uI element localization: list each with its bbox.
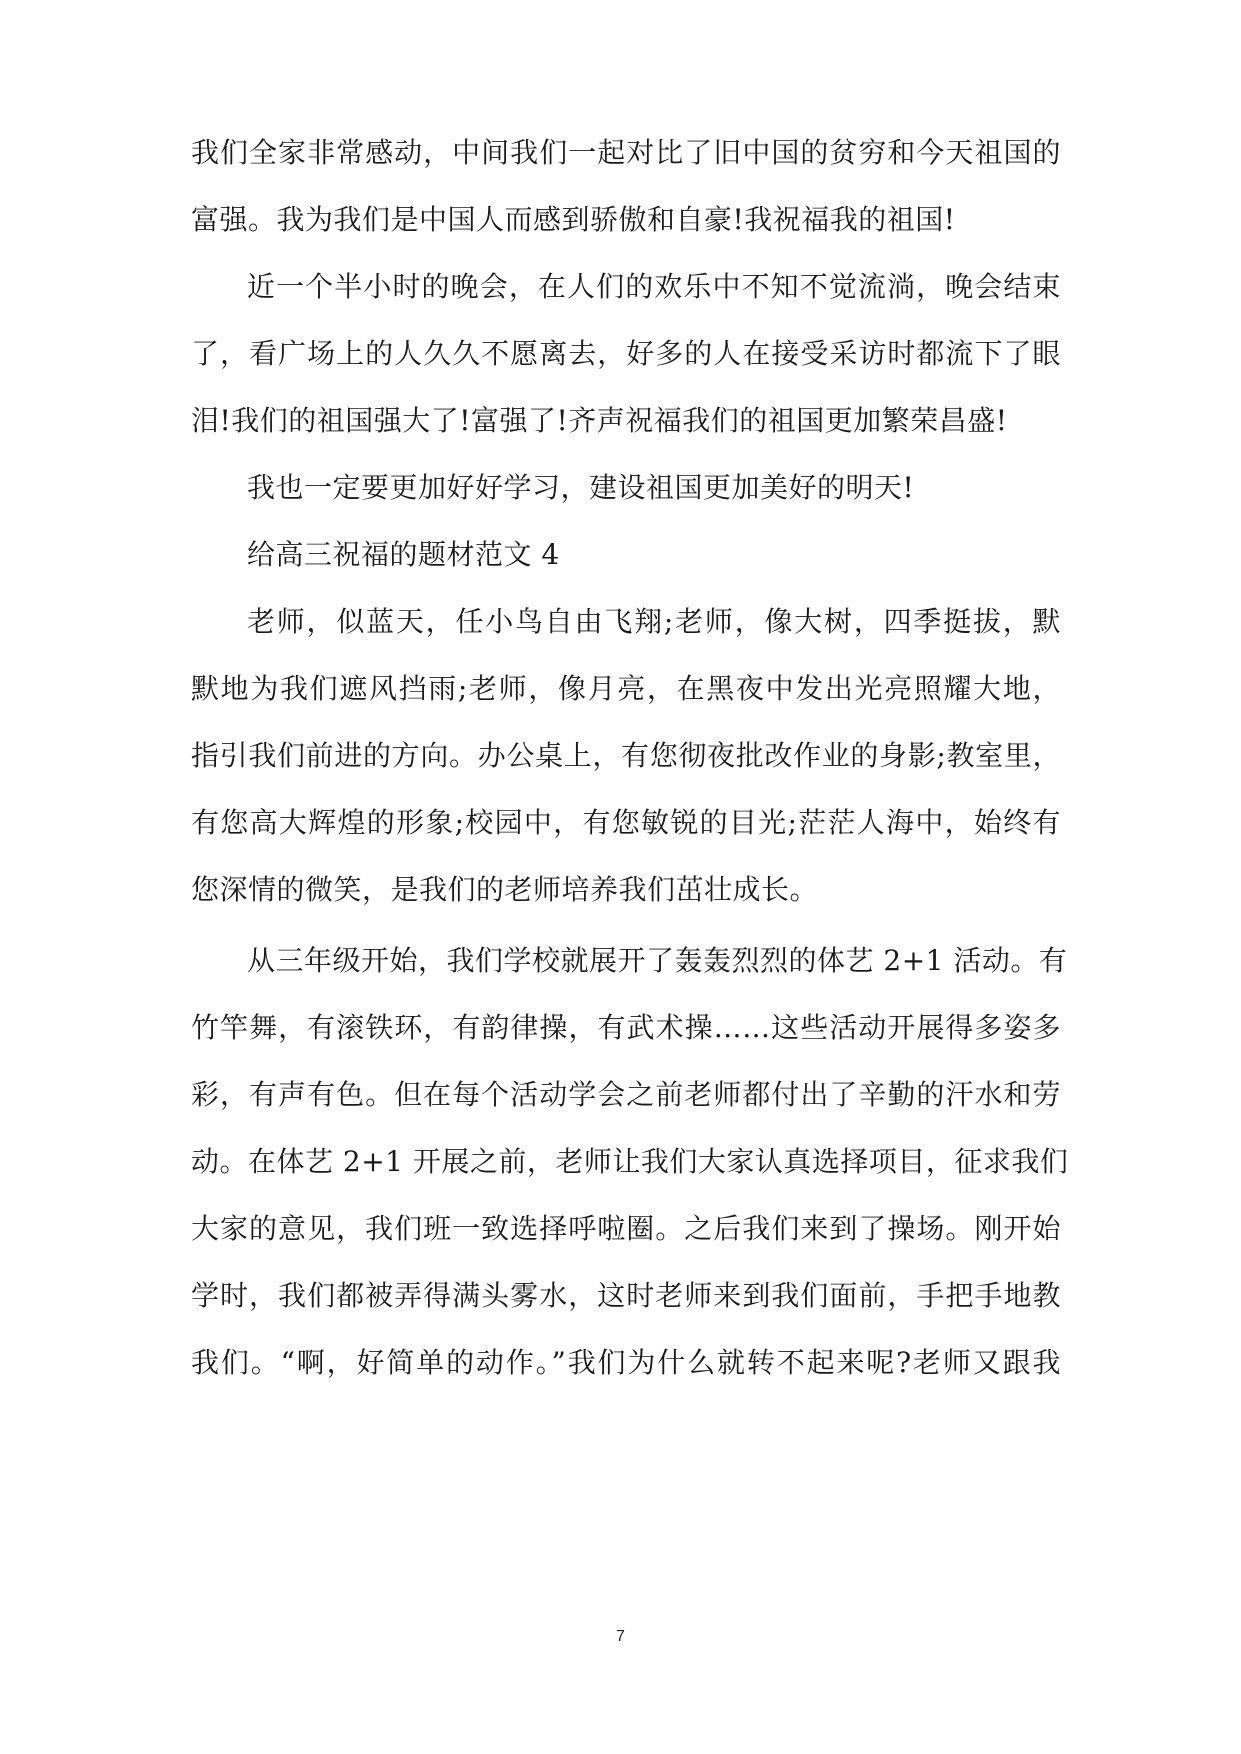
text-line: 指引我们前进的方向。办公桌上，有您彻夜批改作业的身影;教室里， xyxy=(191,739,1061,772)
text-line: 富强。我为我们是中国人而感到骄傲和自豪!我祝福我的祖国! xyxy=(191,203,956,236)
text-line: 从三年级开始，我们学校就展开了轰轰烈烈的体艺 2+1 活动。有 xyxy=(247,944,1068,977)
text-line: 我们全家非常感动，中间我们一起对比了旧中国的贫穷和今天祖国的 xyxy=(191,136,1061,169)
page-number: 7 xyxy=(616,1628,625,1645)
text-line: 我也一定要更加好好学习，建设祖国更加美好的明天! xyxy=(247,471,915,504)
text-line: 我们。“啊，好简单的动作。”我们为什么就转不起来呢?老师又跟我 xyxy=(191,1346,1061,1379)
section-heading: 给高三祝福的题材范文 4 xyxy=(247,538,560,571)
text-line: 老师，似蓝天，任小鸟自由飞翔;老师，像大树，四季挺拔，默 xyxy=(247,605,1061,638)
text-line: 有您高大辉煌的形象;校园中，有您敏锐的目光;茫茫人海中，始终有 xyxy=(191,806,1061,839)
text-line: 泪!我们的祖国强大了!富强了!齐声祝福我们的祖国更加繁荣昌盛! xyxy=(191,404,1008,437)
text-line: 彩，有声有色。但在每个活动学会之前老师都付出了辛勤的汗水和劳 xyxy=(191,1078,1061,1111)
text-line: 了，看广场上的人久久不愿离去，好多的人在接受采访时都流下了眼 xyxy=(191,337,1061,370)
text-line: 大家的意见，我们班一致选择呼啦圈。之后我们来到了操场。刚开始 xyxy=(191,1212,1061,1245)
text-line: 动。在体艺 2+1 开展之前，老师让我们大家认真选择项目，征求我们 xyxy=(191,1145,1069,1178)
text-line: 您深情的微笑，是我们的老师培养我们茁壮成长。 xyxy=(191,873,819,906)
text-line: 竹竿舞，有滚铁环，有韵律操，有武术操……这些活动开展得多姿多 xyxy=(191,1011,1061,1044)
text-line: 默地为我们遮风挡雨;老师，像月亮，在黑夜中发出光亮照耀大地， xyxy=(191,672,1061,705)
text-line: 学时，我们都被弄得满头雾水，这时老师来到我们面前，手把手地教 xyxy=(191,1279,1061,1312)
text-line: 近一个半小时的晚会，在人们的欢乐中不知不觉流淌，晚会结束 xyxy=(247,270,1061,303)
